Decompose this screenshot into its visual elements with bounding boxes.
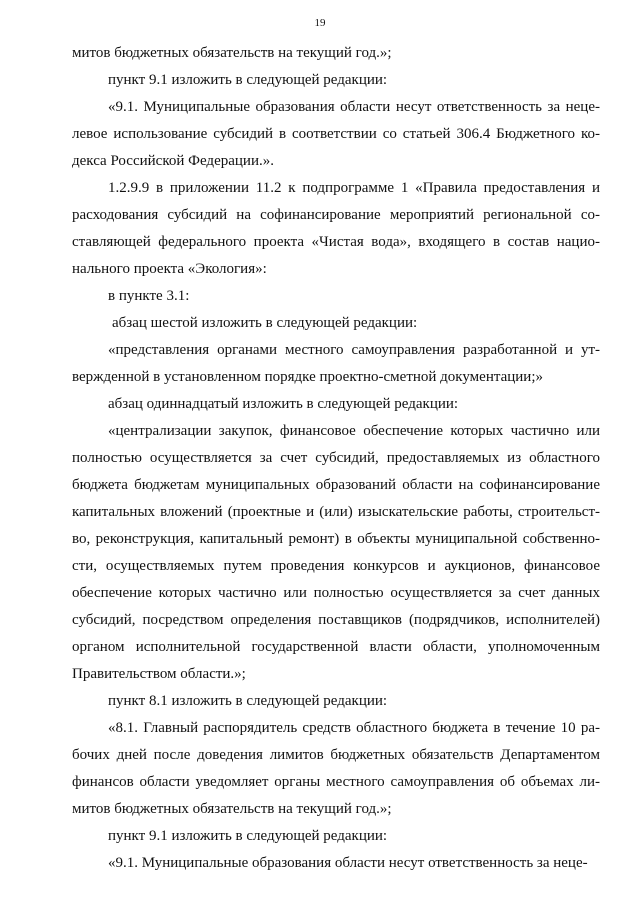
text-line: ставляющей федерального проекта «Чистая вода», входящего в состав нацио- [72, 234, 600, 250]
paragraph [72, 418, 600, 688]
text-line: полностью осуществляется за счет субсидий, предоставляемых из областного [72, 450, 600, 466]
text-line: финансов области уведомляет органы местного самоуправления об объемах ли- [72, 774, 600, 790]
paragraph [72, 823, 600, 850]
paragraph [72, 175, 600, 283]
text-line: бюджета бюджетам муниципальных образований области на софинансирование [72, 477, 600, 493]
paragraph [72, 850, 600, 877]
paragraph [72, 688, 600, 715]
text-line: Правительством области.»; [72, 666, 246, 682]
text-line: «8.1. Главный распорядитель средств областного бюджета в течение 10 ра- [108, 720, 600, 736]
text-line: в пункте 3.1: [108, 288, 190, 304]
text-line: митов бюджетных обязательств на текущий год.»; [72, 45, 392, 61]
text-line: «9.1. Муниципальные образования области несут ответственность за неце- [108, 99, 600, 115]
text-line: во, реконструкция, капитальный ремонт) в объекты муниципальной собственно- [72, 531, 600, 547]
paragraph [72, 715, 600, 823]
text-line: «представления органами местного самоуправления разработанной и ут- [108, 342, 600, 358]
paragraph [72, 337, 600, 391]
text-line: бочих дней после доведения лимитов бюджетных обязательств Департаментом [72, 747, 600, 763]
text-line: пункт 9.1 изложить в следующей редакции: [108, 828, 388, 844]
paragraph [72, 391, 600, 418]
text-line: капитальных вложений (проектные и (или) изыскательские работы, строительст- [72, 504, 600, 520]
text-line: левое использование субсидий в соответствии со статьей 306.4 Бюджетного ко- [72, 126, 600, 142]
text-line: вержденной в установленном порядке проектно-сметной документации;» [72, 369, 544, 385]
text-line: нального проекта «Экология»: [72, 261, 267, 277]
paragraph [72, 283, 600, 310]
text-line: «централизации закупок, финансовое обеспечение которых частично или [108, 423, 600, 439]
paragraph [72, 94, 600, 175]
text-line: субсидий, посредством определения поставщиков (подрядчиков, исполнителей) [72, 612, 600, 628]
paragraph [72, 67, 600, 94]
text-line: пункт 8.1 изложить в следующей редакции: [108, 693, 388, 709]
paragraph [72, 310, 600, 337]
text-line: абзац шестой изложить в следующей редакции: [112, 315, 418, 331]
text-line: пункт 9.1 изложить в следующей редакции: [108, 72, 388, 88]
text-line: органом исполнительной государственной власти области, уполномоченным [72, 639, 600, 655]
page-number: 19 [314, 17, 326, 29]
document-body [72, 40, 600, 877]
paragraph [72, 40, 600, 67]
text-line: декса Российской Федерации.». [72, 153, 274, 169]
text-line: абзац одиннадцатый изложить в следующей редакции: [108, 396, 459, 412]
text-line: сти, осуществляемых путем проведения конкурсов и аукционов, финансовое [72, 558, 600, 574]
text-line: «9.1. Муниципальные образования области несут ответственность за неце- [108, 855, 588, 871]
text-line: митов бюджетных обязательств на текущий год.»; [72, 801, 392, 817]
text-line: обеспечение которых частично или полностью осуществляется за счет данных [72, 585, 600, 601]
text-line: 1.2.9.9 в приложении 11.2 к подпрограмме 1 «Правила предоставления и [108, 180, 600, 196]
text-line: расходования субсидий на софинансирование мероприятий региональной со- [72, 207, 600, 223]
